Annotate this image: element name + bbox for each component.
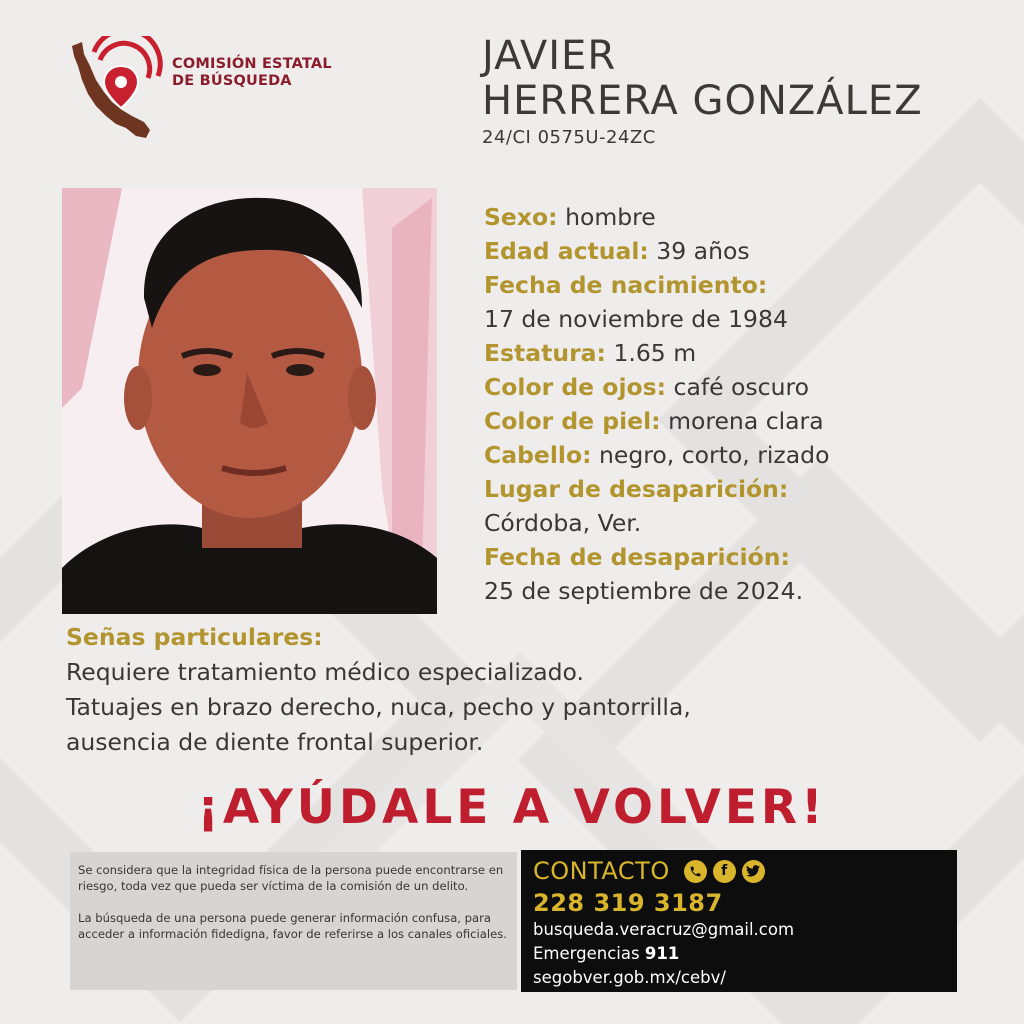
detail-fecha-label: Fecha de desaparición:: [484, 543, 790, 571]
detail-ojos: Color de ojos: café oscuro: [484, 373, 810, 401]
first-name: JAVIER: [482, 33, 617, 79]
logo: [66, 36, 356, 146]
detail-fecha-value: 25 de septiembre de 2024.: [484, 577, 804, 605]
contact-website[interactable]: segobver.gob.mx/cebv/: [533, 968, 726, 987]
contact-box: [521, 850, 957, 992]
person-header: [482, 34, 923, 150]
person-photo: [62, 188, 437, 614]
phone-icon[interactable]: [684, 860, 707, 883]
detail-nacimiento-label: Fecha de nacimiento:: [484, 271, 768, 299]
detail-piel: Color de piel: morena clara: [484, 407, 824, 435]
logo-line-2: DE BÚSQUEDA: [172, 73, 292, 89]
contact-emergencias: [533, 942, 945, 966]
distinguishing-marks: [66, 620, 966, 760]
detail-lugar-label: Lugar de desaparición:: [484, 475, 789, 503]
senas-line-3: ausencia de diente frontal superior.: [66, 728, 484, 756]
contact-title-row: [533, 854, 945, 888]
detail-nacimiento-value: 17 de noviembre de 1984: [484, 305, 788, 333]
senas-line-1: Requiere tratamiento médico especializado.: [66, 658, 584, 686]
detail-sexo: Sexo: hombre: [484, 203, 656, 231]
disclaimer-paragraph-2: La búsqueda de una persona puede generar información confusa, para acceder a información fidedigna, favor de referirse a los canales oficiales.: [78, 911, 507, 941]
disclaimer-box: [70, 852, 517, 990]
contact-phone[interactable]: 228 319 3187: [533, 889, 723, 917]
detail-lugar-value: Córdoba, Ver.: [484, 509, 642, 537]
headline: ¡AYÚDALE A VOLVER!: [197, 780, 827, 835]
detail-edad: Edad actual: 39 años: [484, 237, 750, 265]
last-names: HERRERA GONZÁLEZ: [482, 78, 923, 124]
twitter-icon[interactable]: [742, 860, 765, 883]
detail-cabello: Cabello: negro, corto, rizado: [484, 441, 830, 469]
person-details: [484, 200, 1004, 608]
disclaimer-paragraph-1: Se considera que la integridad física de la persona puede encontrarse en riesgo, toda vez que pueda ser víctima de la comisión de un delito.: [78, 863, 504, 893]
facebook-icon[interactable]: f: [713, 860, 736, 883]
contact-email[interactable]: busqueda.veracruz@gmail.com: [533, 920, 795, 939]
contact-title: CONTACTO: [533, 857, 670, 885]
logo-line-1: COMISIÓN ESTATAL: [172, 56, 332, 72]
senas-label: Señas particulares:: [66, 623, 323, 651]
senas-line-2: Tatuajes en brazo derecho, nuca, pecho y pantorrilla,: [66, 693, 691, 721]
emergencias-number[interactable]: 911: [644, 944, 680, 963]
emergencias-label: Emergencias: [533, 944, 640, 963]
detail-estatura: Estatura: 1.65 m: [484, 339, 697, 367]
case-id: 24/CI 0575U-24ZC: [482, 127, 656, 148]
veracruz-map-pin-icon: [66, 36, 166, 146]
